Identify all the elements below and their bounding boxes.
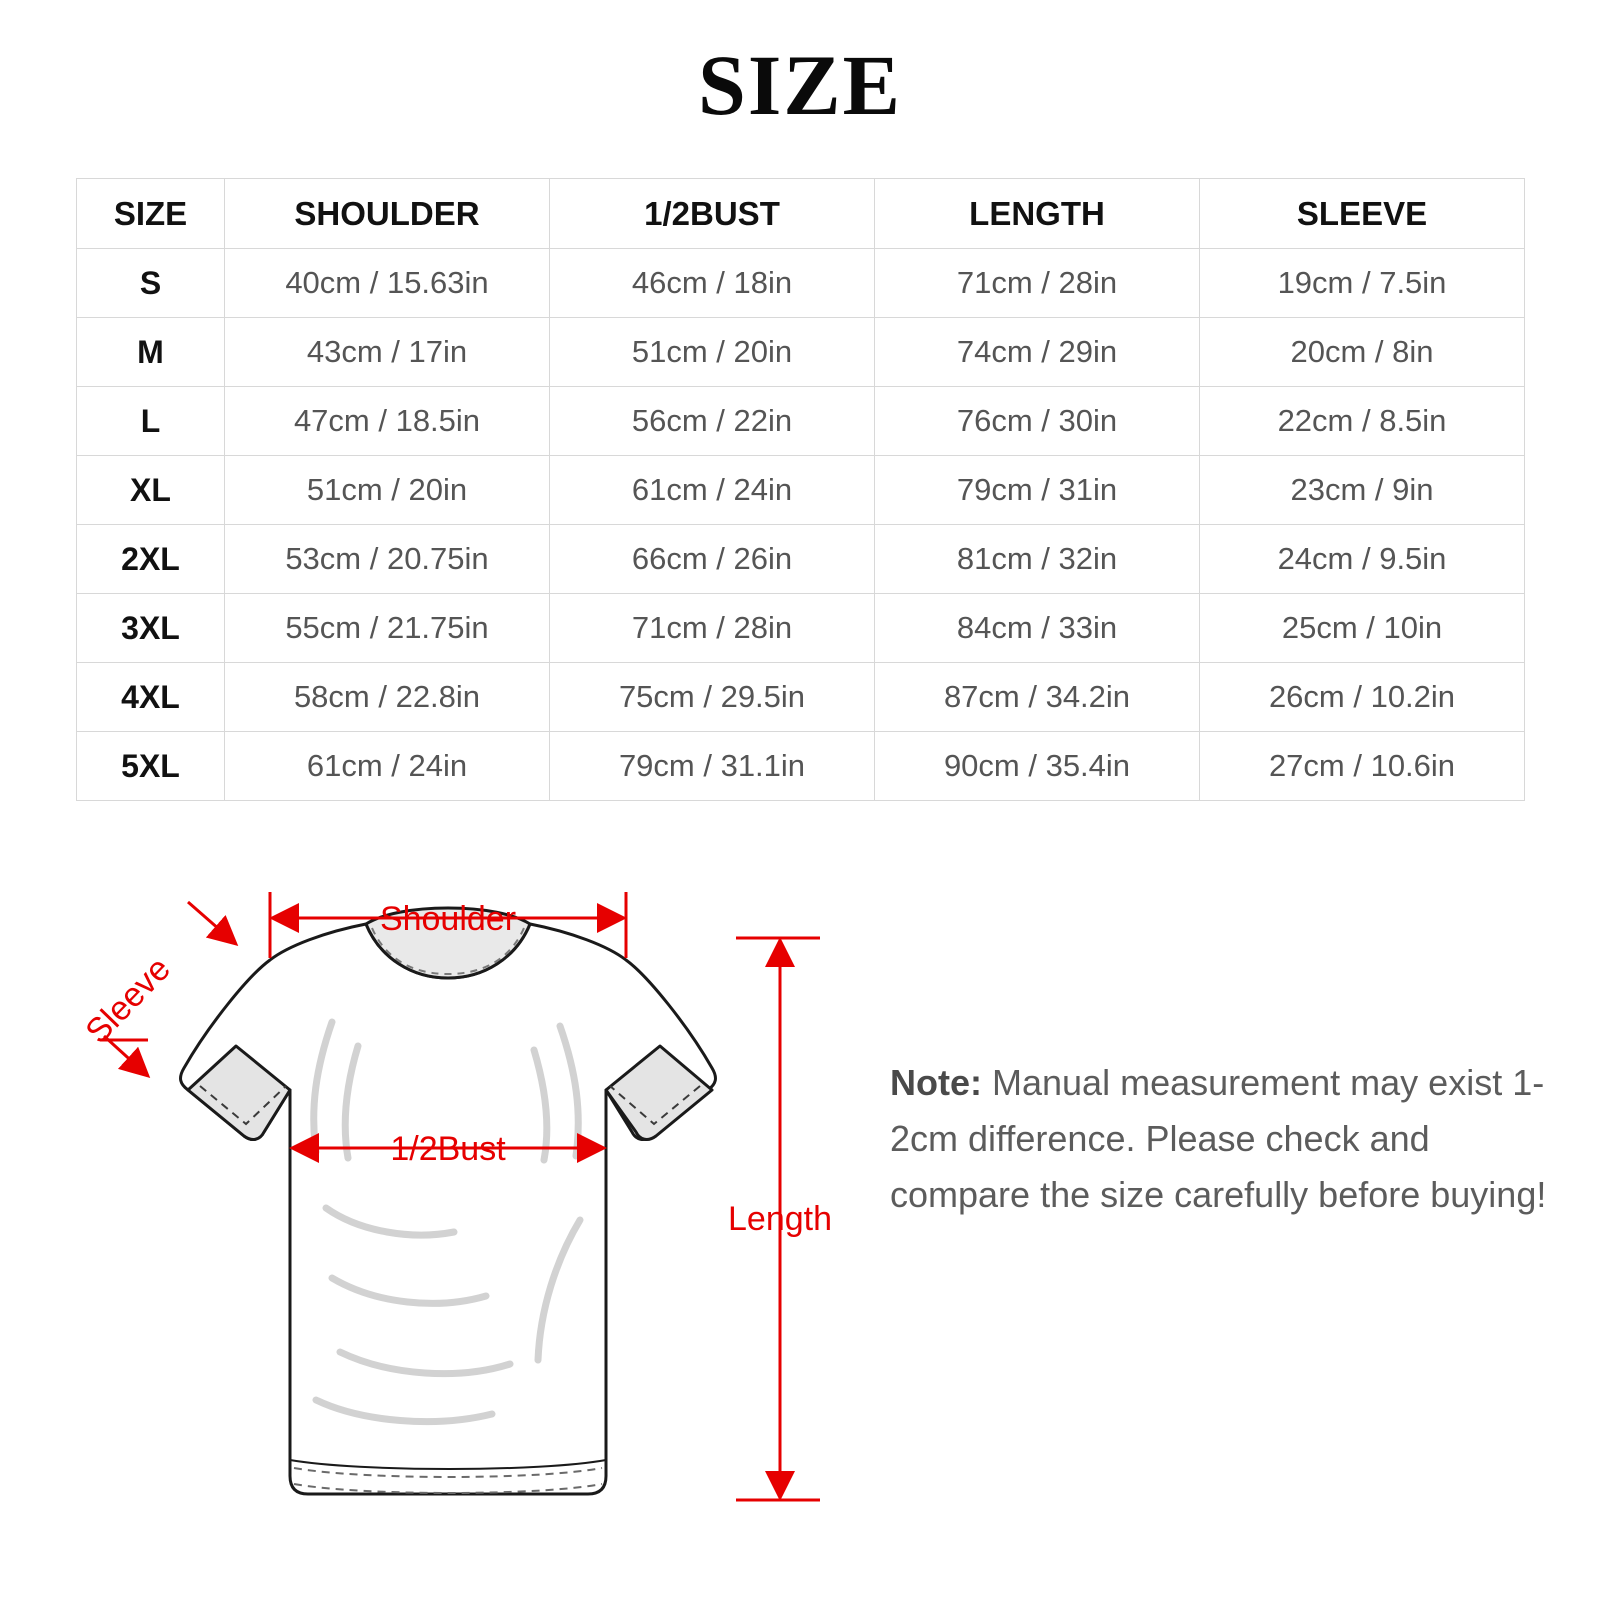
table-header-row: [77, 179, 1525, 249]
cell-length: 81cm / 32in: [875, 525, 1200, 594]
table-row: [77, 732, 1525, 801]
cell-shoulder: 43cm / 17in: [225, 318, 550, 387]
column-header-shoulder: SHOULDER: [225, 179, 550, 249]
tshirt-measurement-diagram: [40, 840, 860, 1580]
cell-bust: 71cm / 28in: [550, 594, 875, 663]
cell-bust: 46cm / 18in: [550, 249, 875, 318]
cell-length: 76cm / 30in: [875, 387, 1200, 456]
cell-shoulder: 61cm / 24in: [225, 732, 550, 801]
cell-shoulder: 55cm / 21.75in: [225, 594, 550, 663]
cell-sleeve: 23cm / 9in: [1200, 456, 1525, 525]
column-header-length: LENGTH: [875, 179, 1200, 249]
cell-sleeve: 25cm / 10in: [1200, 594, 1525, 663]
cell-shoulder: 40cm / 15.63in: [225, 249, 550, 318]
table-row: [77, 663, 1525, 732]
cell-size: L: [77, 387, 225, 456]
length-label: Length: [728, 1200, 832, 1238]
cell-shoulder: 47cm / 18.5in: [225, 387, 550, 456]
column-header-bust: 1/2BUST: [550, 179, 875, 249]
table-row: [77, 387, 1525, 456]
cell-size: 2XL: [77, 525, 225, 594]
cell-size: 5XL: [77, 732, 225, 801]
note-text: Manual measurement may exist 1-2cm difference. Please check and compare the size carefully before buying!: [890, 1062, 1547, 1215]
cell-sleeve: 22cm / 8.5in: [1200, 387, 1525, 456]
cell-bust: 75cm / 29.5in: [550, 663, 875, 732]
table-row: [77, 525, 1525, 594]
table-row: [77, 594, 1525, 663]
cell-bust: 51cm / 20in: [550, 318, 875, 387]
cell-size: M: [77, 318, 225, 387]
page-title: SIZE: [697, 37, 903, 133]
column-header-sleeve: SLEEVE: [1200, 179, 1525, 249]
size-table: [76, 178, 1525, 801]
sleeve-label: Sleeve: [78, 949, 178, 1051]
cell-shoulder: 58cm / 22.8in: [225, 663, 550, 732]
note-label: Note:: [890, 1062, 982, 1103]
table-row: [77, 249, 1525, 318]
cell-length: 84cm / 33in: [875, 594, 1200, 663]
cell-length: 79cm / 31in: [875, 456, 1200, 525]
tshirt-illustration: [181, 908, 716, 1494]
cell-sleeve: 27cm / 10.6in: [1200, 732, 1525, 801]
cell-bust: 61cm / 24in: [550, 456, 875, 525]
cell-size: XL: [77, 456, 225, 525]
cell-size: 3XL: [77, 594, 225, 663]
cell-size: 4XL: [77, 663, 225, 732]
cell-sleeve: 26cm / 10.2in: [1200, 663, 1525, 732]
bust-label: 1/2Bust: [390, 1130, 506, 1168]
table-row: [77, 456, 1525, 525]
shoulder-label: Shoulder: [379, 900, 517, 938]
cell-size: S: [77, 249, 225, 318]
cell-sleeve: 19cm / 7.5in: [1200, 249, 1525, 318]
cell-bust: 66cm / 26in: [550, 525, 875, 594]
note-block: [890, 1055, 1550, 1222]
cell-bust: 56cm / 22in: [550, 387, 875, 456]
cell-length: 74cm / 29in: [875, 318, 1200, 387]
cell-sleeve: 24cm / 9.5in: [1200, 525, 1525, 594]
cell-shoulder: 51cm / 20in: [225, 456, 550, 525]
cell-sleeve: 20cm / 8in: [1200, 318, 1525, 387]
cell-length: 90cm / 35.4in: [875, 732, 1200, 801]
table-row: [77, 318, 1525, 387]
column-header-size: SIZE: [77, 179, 225, 249]
cell-shoulder: 53cm / 20.75in: [225, 525, 550, 594]
cell-bust: 79cm / 31.1in: [550, 732, 875, 801]
cell-length: 71cm / 28in: [875, 249, 1200, 318]
cell-length: 87cm / 34.2in: [875, 663, 1200, 732]
